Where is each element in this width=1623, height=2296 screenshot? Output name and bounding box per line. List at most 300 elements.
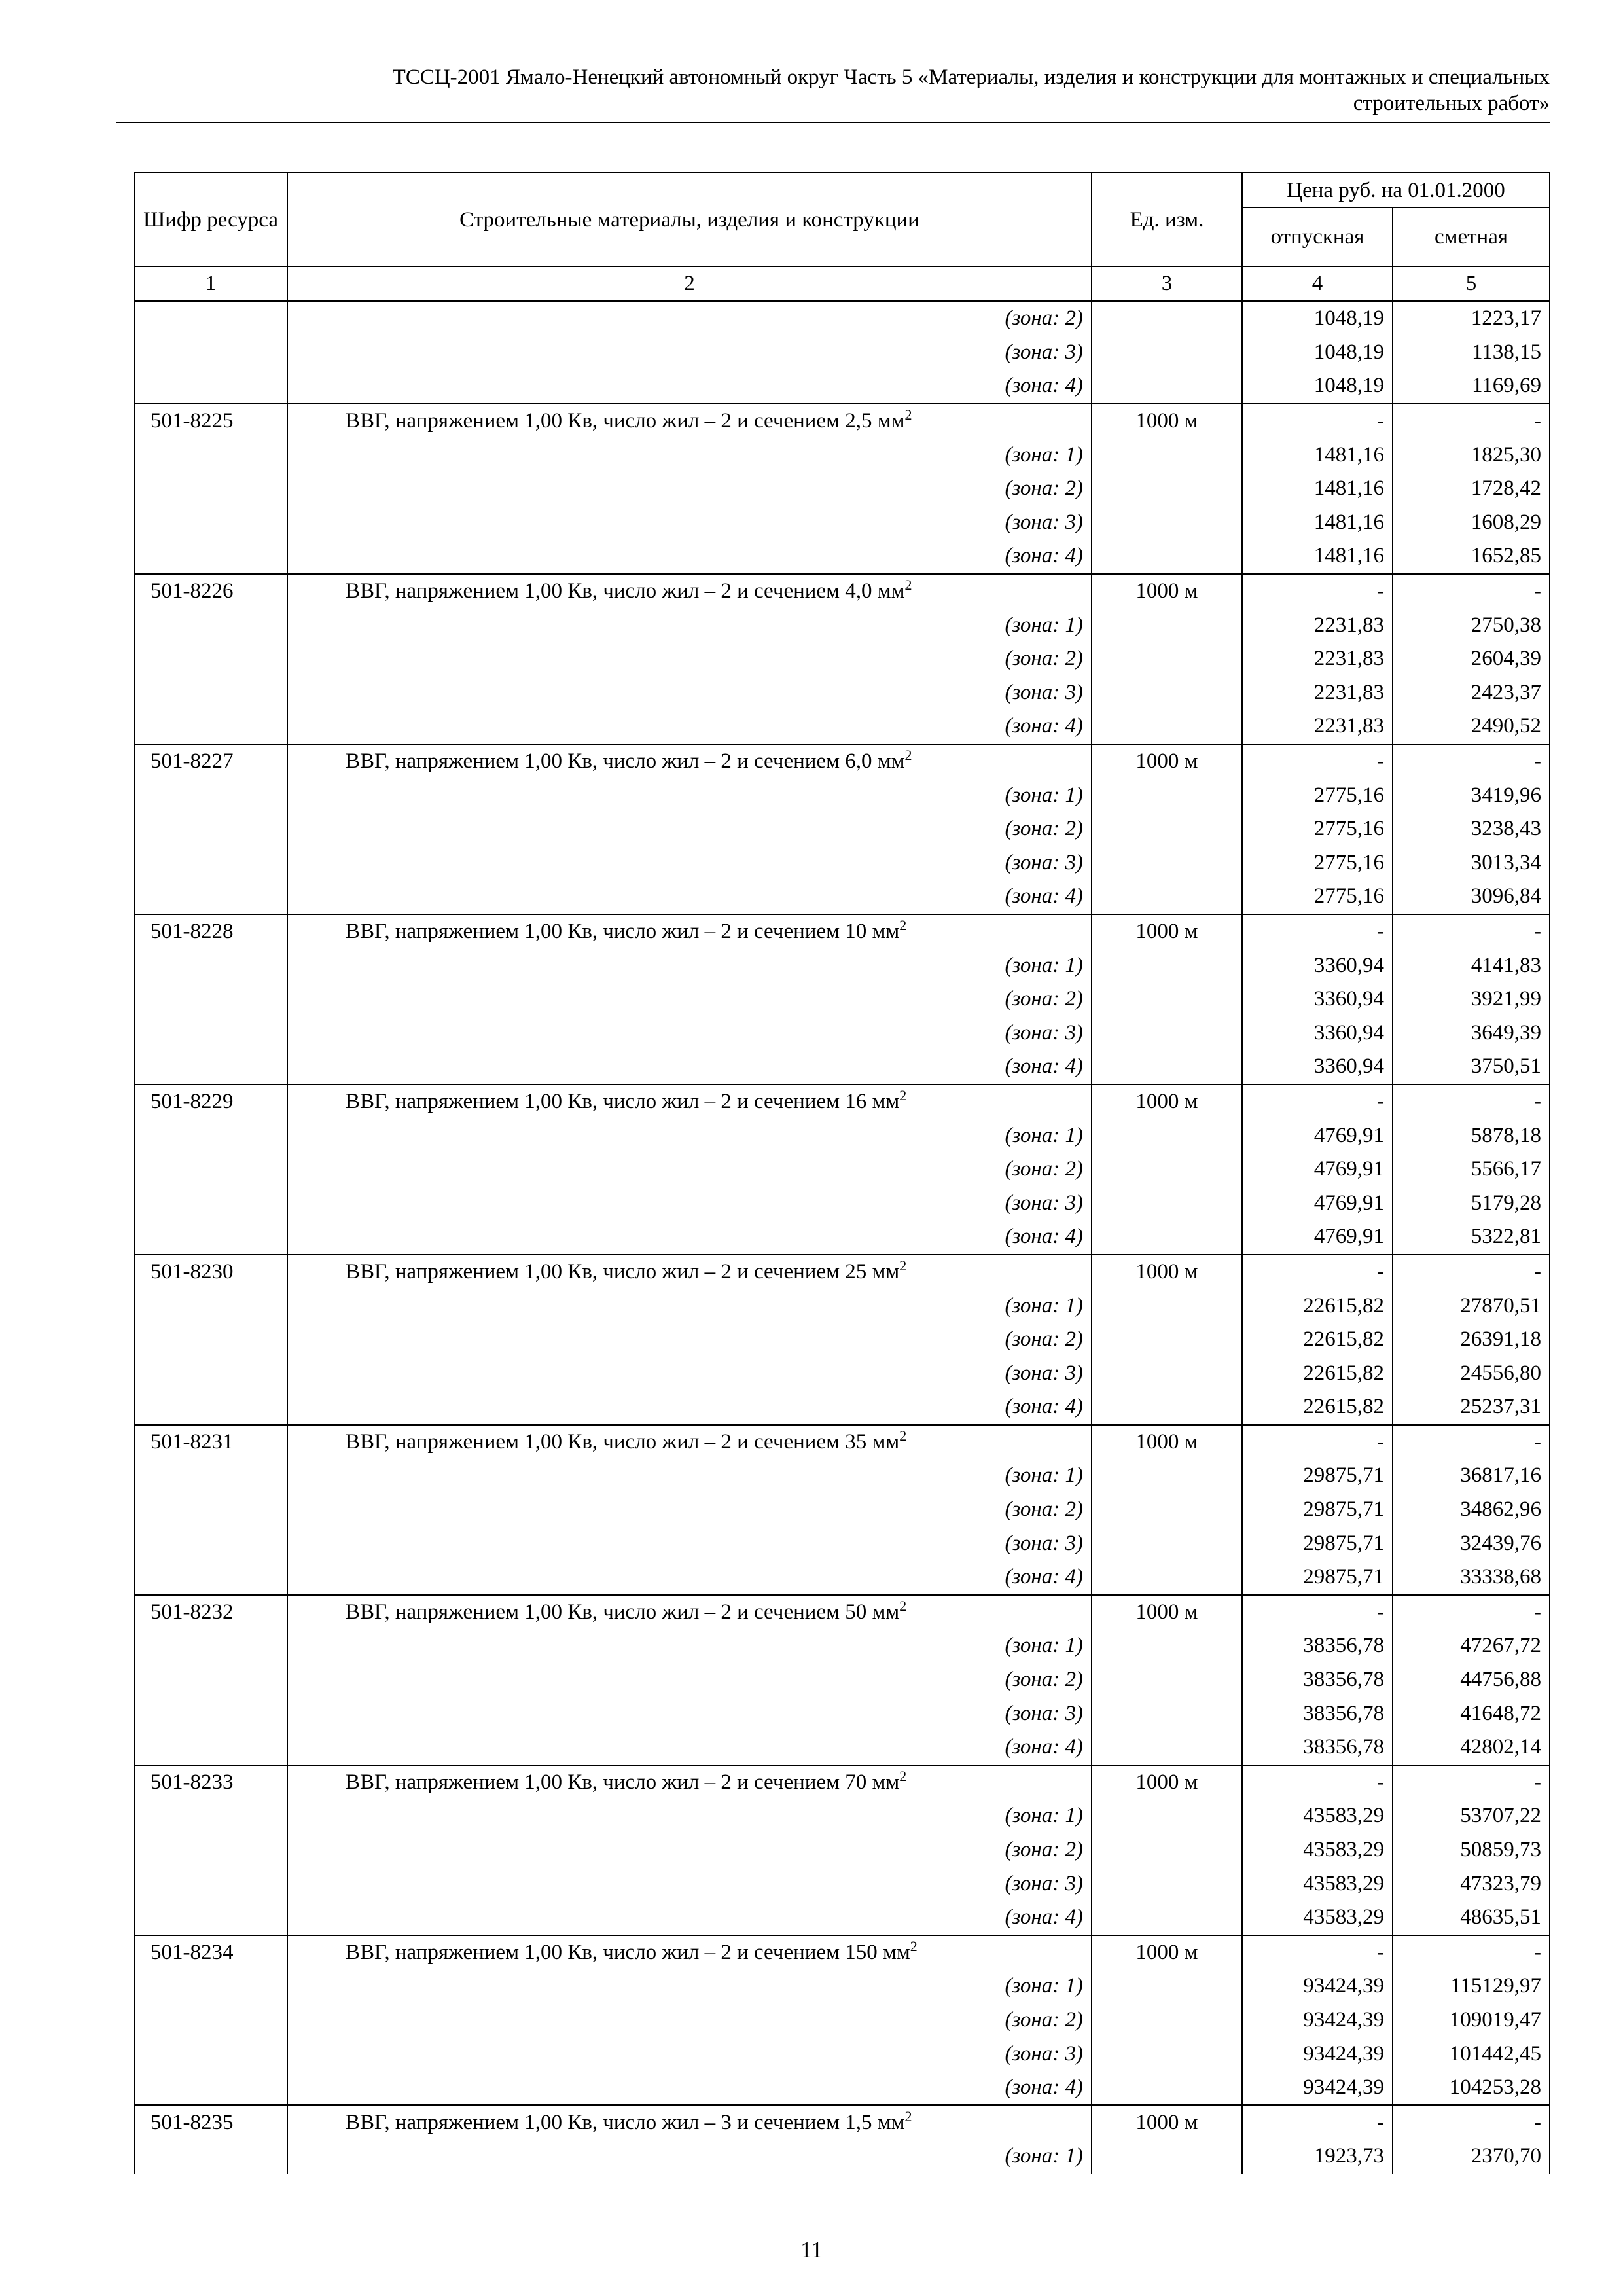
- estimate-price: 2423,37: [1393, 676, 1550, 710]
- resource-code: [134, 2071, 287, 2106]
- zone-label: (зона: 1): [287, 1629, 1092, 1663]
- zone-label: (зона: 3): [287, 1186, 1092, 1220]
- unit-cell: [1092, 1629, 1242, 1663]
- table-row: [134, 1119, 1550, 1153]
- estimate-price: -: [1393, 1935, 1550, 1970]
- unit-cell: [1092, 880, 1242, 914]
- material-name: [287, 744, 1092, 779]
- table-row: [134, 1560, 1550, 1595]
- estimate-price: 1608,29: [1393, 506, 1550, 540]
- material-name-text: ВВГ, напряжением 1,00 Кв, число жил – 2 и сечением 4,0 мм: [346, 579, 905, 603]
- resource-code: [134, 2037, 287, 2071]
- unit-superscript: 2: [899, 1597, 907, 1614]
- material-name-text: ВВГ, напряжением 1,00 Кв, число жил – 3 и сечением 1,5 мм: [346, 2110, 905, 2134]
- unit-cell: [1092, 1459, 1242, 1493]
- resource-code: [134, 1016, 287, 1050]
- estimate-price: -: [1393, 1085, 1550, 1119]
- table-row: [134, 709, 1550, 744]
- release-price: -: [1242, 2105, 1393, 2140]
- zone-label: (зона: 1): [287, 778, 1092, 812]
- estimate-price: 5878,18: [1393, 1119, 1550, 1153]
- unit-cell: [1092, 1731, 1242, 1765]
- zone-label: (зона: 2): [287, 301, 1092, 336]
- unit-cell: [1092, 608, 1242, 642]
- unit-superscript: 2: [904, 747, 912, 764]
- release-price: 38356,78: [1242, 1696, 1393, 1731]
- table-row: [134, 1935, 1550, 1970]
- resource-code: 501-8231: [134, 1425, 287, 1460]
- col-header-code: Шифр ресурса: [134, 173, 287, 266]
- unit-superscript: 2: [899, 1427, 907, 1444]
- zone-label: (зона: 4): [287, 1050, 1092, 1085]
- estimate-price: 44756,88: [1393, 1663, 1550, 1697]
- release-price: -: [1242, 404, 1393, 439]
- estimate-price: 2750,38: [1393, 608, 1550, 642]
- zone-label: (зона: 4): [287, 539, 1092, 574]
- release-price: 38356,78: [1242, 1663, 1393, 1697]
- unit-cell: 1000 м: [1092, 2105, 1242, 2140]
- col-header-estimate: сметная: [1393, 207, 1550, 266]
- table-row: [134, 642, 1550, 676]
- zone-label: (зона: 2): [287, 1493, 1092, 1527]
- header-line-2: строительных работ»: [1353, 92, 1550, 115]
- unit-cell: [1092, 1969, 1242, 2003]
- release-price: 93424,39: [1242, 1969, 1393, 2003]
- release-price: -: [1242, 1765, 1393, 1800]
- unit-cell: [1092, 2140, 1242, 2174]
- unit-cell: [1092, 301, 1242, 336]
- table-row: [134, 2037, 1550, 2071]
- release-price: 1048,19: [1242, 301, 1393, 336]
- estimate-price: 36817,16: [1393, 1459, 1550, 1493]
- resource-code: [134, 1629, 287, 1663]
- resource-code: [134, 301, 287, 336]
- header-line-1: ТССЦ-2001 Ямало-Ненецкий автономный округ Часть 5 «Материалы, изделия и конструкции для монтажных и специальных: [392, 65, 1550, 89]
- resource-code: [134, 778, 287, 812]
- estimate-price: 3921,99: [1393, 982, 1550, 1016]
- page-header: [116, 64, 1550, 117]
- unit-cell: [1092, 539, 1242, 574]
- estimate-price: 1728,42: [1393, 472, 1550, 506]
- unit-superscript: 2: [904, 577, 912, 594]
- release-price: 43583,29: [1242, 1833, 1393, 1867]
- resource-code: [134, 1050, 287, 1085]
- table-row: [134, 1765, 1550, 1800]
- material-name-text: ВВГ, напряжением 1,00 Кв, число жил – 2 и сечением 70 мм: [346, 1770, 900, 1794]
- unit-cell: [1092, 709, 1242, 744]
- material-name: [287, 1425, 1092, 1460]
- release-price: 2775,16: [1242, 880, 1393, 914]
- table-row: [134, 1289, 1550, 1323]
- unit-superscript: 2: [899, 916, 907, 933]
- release-price: 1481,16: [1242, 539, 1393, 574]
- unit-cell: [1092, 1016, 1242, 1050]
- resource-code: [134, 709, 287, 744]
- col-header-unit: Ед. изм.: [1092, 173, 1242, 266]
- zone-label: (зона: 2): [287, 1153, 1092, 1187]
- unit-cell: 1000 м: [1092, 1085, 1242, 1119]
- column-number: 4: [1242, 266, 1393, 301]
- estimate-price: -: [1393, 404, 1550, 439]
- zone-label: (зона: 3): [287, 1526, 1092, 1560]
- unit-cell: [1092, 1220, 1242, 1255]
- zone-label: (зона: 1): [287, 1459, 1092, 1493]
- zone-label: (зона: 1): [287, 1289, 1092, 1323]
- estimate-price: -: [1393, 914, 1550, 949]
- resource-code: [134, 1833, 287, 1867]
- table-row: [134, 1255, 1550, 1289]
- estimate-price: 32439,76: [1393, 1526, 1550, 1560]
- release-price: 1048,19: [1242, 369, 1393, 404]
- zone-label: (зона: 1): [287, 608, 1092, 642]
- zone-label: (зона: 2): [287, 472, 1092, 506]
- release-price: 93424,39: [1242, 2003, 1393, 2037]
- unit-cell: [1092, 1696, 1242, 1731]
- table-row: [134, 2105, 1550, 2140]
- release-price: 1481,16: [1242, 472, 1393, 506]
- column-number: 1: [134, 266, 287, 301]
- estimate-price: 4141,83: [1393, 948, 1550, 982]
- table-row: [134, 1629, 1550, 1663]
- unit-superscript: 2: [899, 1086, 907, 1103]
- zone-label: (зона: 4): [287, 1731, 1092, 1765]
- table-row: [134, 914, 1550, 949]
- estimate-price: 3096,84: [1393, 880, 1550, 914]
- table-row: [134, 1595, 1550, 1630]
- unit-superscript: 2: [910, 1937, 918, 1954]
- table-row: [134, 472, 1550, 506]
- table-row: [134, 539, 1550, 574]
- resource-code: [134, 1731, 287, 1765]
- unit-cell: [1092, 676, 1242, 710]
- resource-code: 501-8235: [134, 2105, 287, 2140]
- release-price: 22615,82: [1242, 1289, 1393, 1323]
- estimate-price: 2490,52: [1393, 709, 1550, 744]
- table-row: [134, 608, 1550, 642]
- estimate-price: 41648,72: [1393, 1696, 1550, 1731]
- estimate-price: 3013,34: [1393, 846, 1550, 880]
- unit-cell: [1092, 2037, 1242, 2071]
- zone-label: (зона: 1): [287, 2140, 1092, 2174]
- resource-code: [134, 1969, 287, 2003]
- resource-code: 501-8227: [134, 744, 287, 779]
- resource-code: [134, 336, 287, 370]
- unit-cell: [1092, 1799, 1242, 1833]
- estimate-price: 25237,31: [1393, 1390, 1550, 1425]
- resource-code: [134, 676, 287, 710]
- zone-label: (зона: 4): [287, 1560, 1092, 1595]
- table-row: [134, 369, 1550, 404]
- unit-cell: [1092, 1493, 1242, 1527]
- resource-code: [134, 506, 287, 540]
- table-row: [134, 1731, 1550, 1765]
- table-row: [134, 1085, 1550, 1119]
- release-price: 22615,82: [1242, 1323, 1393, 1357]
- release-price: 4769,91: [1242, 1220, 1393, 1255]
- resource-code: 501-8232: [134, 1595, 287, 1630]
- zone-label: (зона: 3): [287, 676, 1092, 710]
- col-header-name: Строительные материалы, изделия и конструкции: [287, 173, 1092, 266]
- material-name-text: ВВГ, напряжением 1,00 Кв, число жил – 2 и сечением 25 мм: [346, 1259, 900, 1283]
- release-price: 2231,83: [1242, 642, 1393, 676]
- resource-code: [134, 1220, 287, 1255]
- unit-cell: [1092, 1153, 1242, 1187]
- table-row: [134, 2140, 1550, 2174]
- zone-label: (зона: 2): [287, 1663, 1092, 1697]
- unit-cell: [1092, 472, 1242, 506]
- release-price: 2231,83: [1242, 709, 1393, 744]
- release-price: 38356,78: [1242, 1731, 1393, 1765]
- zone-label: (зона: 3): [287, 1867, 1092, 1901]
- unit-superscript: 2: [899, 1257, 907, 1274]
- unit-cell: [1092, 846, 1242, 880]
- resource-code: [134, 846, 287, 880]
- table-row: [134, 1867, 1550, 1901]
- estimate-price: 101442,45: [1393, 2037, 1550, 2071]
- column-number: 3: [1092, 266, 1242, 301]
- estimate-price: -: [1393, 2105, 1550, 2140]
- zone-label: (зона: 1): [287, 948, 1092, 982]
- zone-label: (зона: 4): [287, 880, 1092, 914]
- estimate-price: 33338,68: [1393, 1560, 1550, 1595]
- zone-label: (зона: 3): [287, 2037, 1092, 2071]
- unit-cell: [1092, 506, 1242, 540]
- table-row: [134, 1153, 1550, 1187]
- table-row: [134, 846, 1550, 880]
- unit-cell: [1092, 2003, 1242, 2037]
- column-number: 2: [287, 266, 1092, 301]
- zone-label: (зона: 3): [287, 506, 1092, 540]
- release-price: 2775,16: [1242, 846, 1393, 880]
- zone-label: (зона: 3): [287, 1696, 1092, 1731]
- release-price: -: [1242, 1085, 1393, 1119]
- estimate-price: 1652,85: [1393, 539, 1550, 574]
- estimate-price: 26391,18: [1393, 1323, 1550, 1357]
- estimate-price: -: [1393, 1595, 1550, 1630]
- material-name: [287, 914, 1092, 949]
- resource-code: 501-8226: [134, 574, 287, 609]
- unit-cell: [1092, 1323, 1242, 1357]
- unit-cell: [1092, 438, 1242, 472]
- release-price: -: [1242, 744, 1393, 779]
- resource-code: 501-8225: [134, 404, 287, 439]
- resource-code: [134, 2140, 287, 2174]
- release-price: 3360,94: [1242, 1050, 1393, 1085]
- zone-label: (зона: 4): [287, 1220, 1092, 1255]
- resource-code: [134, 1186, 287, 1220]
- estimate-price: 2604,39: [1393, 642, 1550, 676]
- resource-code: 501-8233: [134, 1765, 287, 1800]
- release-price: 1048,19: [1242, 336, 1393, 370]
- release-price: 93424,39: [1242, 2037, 1393, 2071]
- release-price: 38356,78: [1242, 1629, 1393, 1663]
- estimate-price: 34862,96: [1393, 1493, 1550, 1527]
- release-price: 43583,29: [1242, 1799, 1393, 1833]
- release-price: 29875,71: [1242, 1493, 1393, 1527]
- estimate-price: -: [1393, 1765, 1550, 1800]
- resource-code: [134, 1560, 287, 1595]
- table-row: [134, 1323, 1550, 1357]
- table-row: [134, 1220, 1550, 1255]
- release-price: 3360,94: [1242, 948, 1393, 982]
- estimate-price: 3238,43: [1393, 812, 1550, 846]
- release-price: -: [1242, 574, 1393, 609]
- release-price: -: [1242, 914, 1393, 949]
- table-row: [134, 1799, 1550, 1833]
- release-price: 29875,71: [1242, 1459, 1393, 1493]
- unit-cell: [1092, 812, 1242, 846]
- resource-code: [134, 369, 287, 404]
- zone-label: (зона: 3): [287, 846, 1092, 880]
- release-price: 29875,71: [1242, 1526, 1393, 1560]
- estimate-price: 3649,39: [1393, 1016, 1550, 1050]
- table-row: [134, 1696, 1550, 1731]
- release-price: -: [1242, 1935, 1393, 1970]
- resource-code: 501-8230: [134, 1255, 287, 1289]
- resource-code: [134, 1799, 287, 1833]
- unit-cell: [1092, 1526, 1242, 1560]
- zone-label: (зона: 1): [287, 1969, 1092, 2003]
- estimate-price: 2370,70: [1393, 2140, 1550, 2174]
- col-header-price: Цена руб. на 01.01.2000: [1242, 173, 1550, 207]
- unit-cell: [1092, 1901, 1242, 1935]
- table-row: [134, 2003, 1550, 2037]
- table-body: [134, 301, 1550, 2174]
- estimate-price: 42802,14: [1393, 1731, 1550, 1765]
- resource-code: 501-8228: [134, 914, 287, 949]
- release-price: 2231,83: [1242, 676, 1393, 710]
- release-price: 4769,91: [1242, 1153, 1393, 1187]
- resource-code: [134, 539, 287, 574]
- material-name: [287, 1085, 1092, 1119]
- resource-code: 501-8229: [134, 1085, 287, 1119]
- release-price: 1481,16: [1242, 506, 1393, 540]
- release-price: 4769,91: [1242, 1119, 1393, 1153]
- zone-label: (зона: 2): [287, 642, 1092, 676]
- resource-code: [134, 472, 287, 506]
- release-price: 4769,91: [1242, 1186, 1393, 1220]
- resource-code: [134, 1459, 287, 1493]
- resource-code: [134, 880, 287, 914]
- table-row: [134, 1186, 1550, 1220]
- unit-superscript: 2: [904, 406, 912, 423]
- unit-cell: 1000 м: [1092, 1765, 1242, 1800]
- table-row: [134, 880, 1550, 914]
- resource-code: [134, 1901, 287, 1935]
- estimate-price: 5566,17: [1393, 1153, 1550, 1187]
- estimate-price: -: [1393, 1425, 1550, 1460]
- estimate-price: 47323,79: [1393, 1867, 1550, 1901]
- unit-cell: [1092, 778, 1242, 812]
- table-row: [134, 1833, 1550, 1867]
- material-name-text: ВВГ, напряжением 1,00 Кв, число жил – 2 и сечением 2,5 мм: [346, 409, 905, 433]
- zone-label: (зона: 4): [287, 2071, 1092, 2106]
- release-price: 43583,29: [1242, 1901, 1393, 1935]
- table-row: [134, 2071, 1550, 2106]
- estimate-price: 50859,73: [1393, 1833, 1550, 1867]
- resource-code: [134, 1119, 287, 1153]
- resource-code: [134, 1390, 287, 1425]
- table-row: [134, 1901, 1550, 1935]
- release-price: 1481,16: [1242, 438, 1393, 472]
- table-row: [134, 336, 1550, 370]
- resource-code: [134, 642, 287, 676]
- release-price: 2775,16: [1242, 778, 1393, 812]
- resource-code: [134, 608, 287, 642]
- table-row: [134, 1663, 1550, 1697]
- unit-cell: [1092, 1289, 1242, 1323]
- release-price: 3360,94: [1242, 982, 1393, 1016]
- estimate-price: 48635,51: [1393, 1901, 1550, 1935]
- estimate-price: 27870,51: [1393, 1289, 1550, 1323]
- unit-cell: [1092, 982, 1242, 1016]
- resource-code: [134, 2003, 287, 2037]
- zone-label: (зона: 4): [287, 709, 1092, 744]
- release-price: 2231,83: [1242, 608, 1393, 642]
- unit-cell: 1000 м: [1092, 914, 1242, 949]
- material-name-text: ВВГ, напряжением 1,00 Кв, число жил – 2 и сечением 150 мм: [346, 1940, 910, 1964]
- table-row: [134, 1356, 1550, 1390]
- table-row: [134, 438, 1550, 472]
- resource-code: [134, 1356, 287, 1390]
- material-name: [287, 1255, 1092, 1289]
- unit-cell: [1092, 1867, 1242, 1901]
- zone-label: (зона: 2): [287, 1833, 1092, 1867]
- material-name: [287, 574, 1092, 609]
- table-row: [134, 744, 1550, 779]
- release-price: 3360,94: [1242, 1016, 1393, 1050]
- material-name-text: ВВГ, напряжением 1,00 Кв, число жил – 2 и сечением 50 мм: [346, 1600, 900, 1624]
- column-number: 5: [1393, 266, 1550, 301]
- resource-code: [134, 982, 287, 1016]
- release-price: 43583,29: [1242, 1867, 1393, 1901]
- table-row: [134, 982, 1550, 1016]
- unit-cell: [1092, 369, 1242, 404]
- release-price: 22615,82: [1242, 1356, 1393, 1390]
- price-table: [134, 172, 1550, 2174]
- estimate-price: 24556,80: [1393, 1356, 1550, 1390]
- estimate-price: 109019,47: [1393, 2003, 1550, 2037]
- release-price: -: [1242, 1255, 1393, 1289]
- release-price: 1923,73: [1242, 2140, 1393, 2174]
- estimate-price: 3750,51: [1393, 1050, 1550, 1085]
- page-number: 11: [800, 2237, 823, 2263]
- release-price: 2775,16: [1242, 812, 1393, 846]
- header-rule: [116, 122, 1550, 123]
- unit-cell: 1000 м: [1092, 1595, 1242, 1630]
- estimate-price: 1138,15: [1393, 336, 1550, 370]
- estimate-price: -: [1393, 744, 1550, 779]
- zone-label: (зона: 2): [287, 812, 1092, 846]
- table-row: [134, 1493, 1550, 1527]
- table-row: [134, 1390, 1550, 1425]
- unit-superscript: 2: [904, 2108, 912, 2125]
- table-row: [134, 1459, 1550, 1493]
- zone-label: (зона: 1): [287, 1799, 1092, 1833]
- table-row: [134, 676, 1550, 710]
- material-name: [287, 404, 1092, 439]
- resource-code: [134, 1696, 287, 1731]
- estimate-price: 115129,97: [1393, 1969, 1550, 2003]
- resource-code: [134, 1867, 287, 1901]
- zone-label: (зона: 2): [287, 1323, 1092, 1357]
- unit-cell: [1092, 1390, 1242, 1425]
- unit-cell: [1092, 336, 1242, 370]
- unit-cell: 1000 м: [1092, 1935, 1242, 1970]
- estimate-price: 47267,72: [1393, 1629, 1550, 1663]
- unit-cell: 1000 м: [1092, 404, 1242, 439]
- material-name-text: ВВГ, напряжением 1,00 Кв, число жил – 2 и сечением 6,0 мм: [346, 749, 905, 774]
